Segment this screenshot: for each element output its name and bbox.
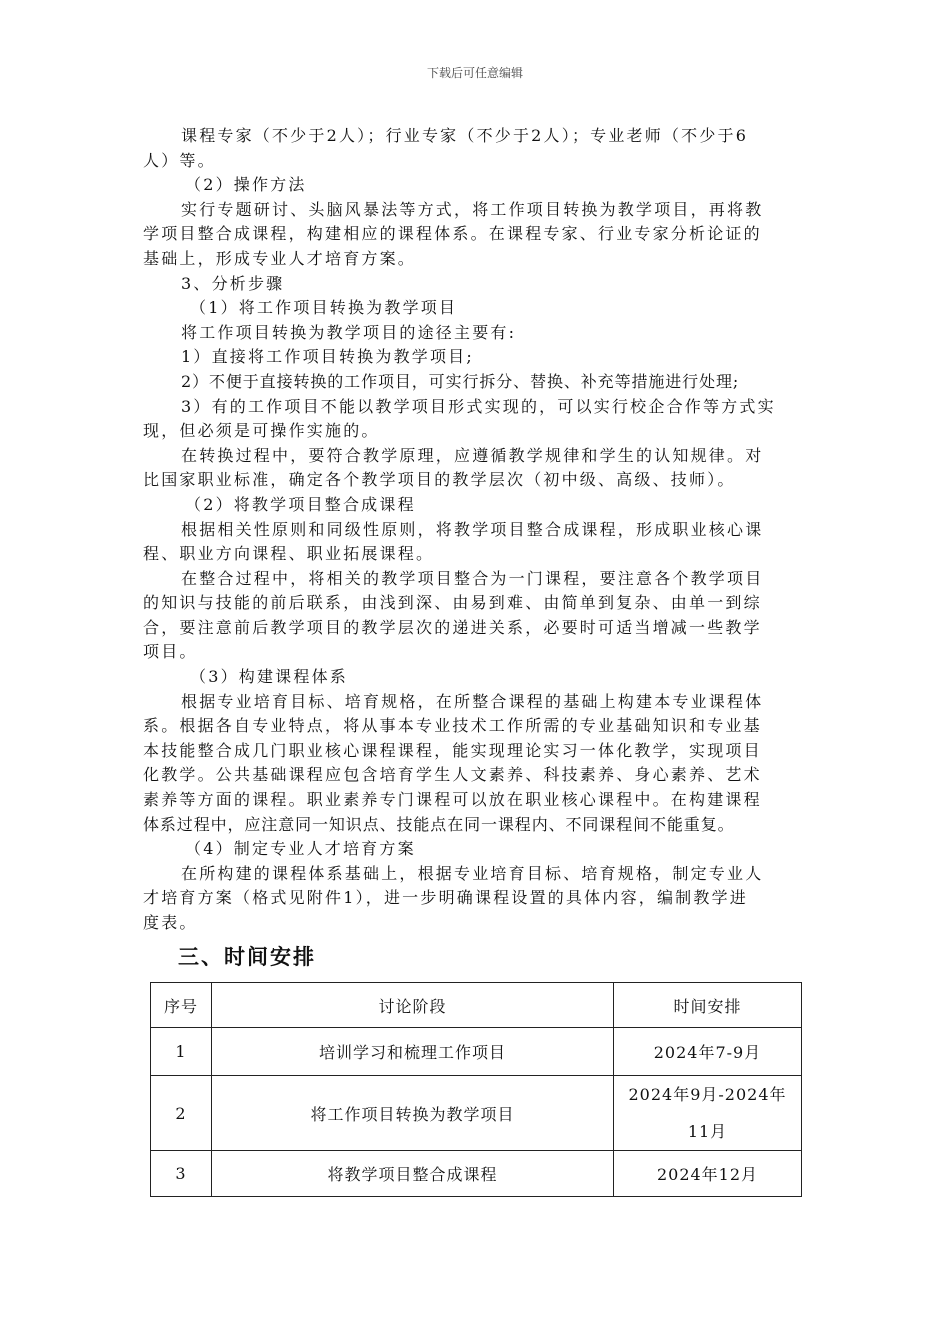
subheading: 3、分析步骤	[181, 273, 285, 293]
list-item: 2）不便于直接转换的工作项目，可实行拆分、替换、补充等措施进行处理;	[181, 371, 740, 391]
paragraph-line: 化教学。公共基础课程应包含培育学生人文素养、科技素养、身心素养、艺术	[143, 765, 762, 785]
time-cell: 2024年9月-2024年11月	[614, 1076, 802, 1151]
row-number-cell: 1	[151, 1028, 212, 1076]
paragraph-line: 在转换过程中，要符合教学原理，应遵循教学规律和学生的认知规律。对	[181, 445, 764, 465]
subheading: （4）制定专业人才培育方案	[185, 839, 416, 859]
paragraph-line: 将工作项目转换为教学项目的途径主要有:	[181, 322, 517, 342]
time-cell: 2024年7-9月	[614, 1028, 802, 1076]
paragraph-line: 根据专业培育目标、培育规格，在所整合课程的基础上构建本专业课程体	[181, 691, 764, 711]
subheading: （3）构建课程体系	[190, 667, 348, 687]
header-cell: 讨论阶段	[212, 983, 614, 1028]
list-item: 3）有的工作项目不能以教学项目形式实现的，可以实行校企合作等方式实	[181, 396, 776, 416]
paragraph-line: 课程专家（不少于2人）；行业专家（不少于2人）；专业老师（不少于6	[181, 126, 749, 145]
paragraph-line: 基础上，形成专业人才培育方案。	[143, 248, 417, 268]
table-header-row	[151, 983, 802, 1028]
paragraph-line: 才培育方案（格式见附件1），进一步明确课程设置的具体内容，编制教学进	[143, 888, 748, 908]
paragraph-line: 合，要注意前后教学项目的教学层次的递进关系，必要时可适当增减一些教学	[143, 617, 762, 637]
time-cell: 2024年12月	[614, 1151, 802, 1197]
section-title: 三、时间安排	[178, 944, 316, 969]
paragraph-line: 的知识与技能的前后联系，由浅到深、由易到难、由简单到复杂、由单一到综	[143, 593, 762, 613]
row-number-cell: 3	[151, 1151, 212, 1197]
page-header: 下载后可任意编辑	[426, 66, 523, 80]
paragraph-line: 素养等方面的课程。职业素养专门课程可以放在职业核心课程中。在构建课程	[143, 790, 762, 810]
paragraph-line: 现，但必须是可操作实施的。	[143, 421, 380, 441]
table-row	[151, 1028, 802, 1076]
subheading: （1）将工作项目转换为教学项目	[190, 298, 458, 318]
paragraph-line: 实行专题研讨、头脑风暴法等方式，将工作项目转换为教学项目，再将教	[181, 199, 764, 219]
paragraph-line: 项目。	[143, 642, 198, 662]
paragraph-line: 本技能整合成几门职业核心课程课程，能实现理论实习一体化教学，实现项目	[143, 740, 762, 760]
stage-cell: 将工作项目转换为教学项目	[212, 1076, 614, 1151]
paragraph-line: 程、职业方向课程、职业拓展课程。	[143, 544, 435, 564]
schedule-table	[150, 982, 802, 1197]
paragraph-line: 根据相关性原则和同级性原则，将教学项目整合成课程，形成职业核心课	[181, 519, 764, 539]
document-body	[143, 124, 807, 972]
stage-cell: 将教学项目整合成课程	[212, 1151, 614, 1197]
subheading: （2）将教学项目整合成课程	[185, 494, 416, 514]
header-cell: 序号	[151, 983, 212, 1028]
paragraph-line: 在所构建的课程体系基础上，根据专业培育目标、培育规格，制定专业人	[181, 863, 764, 883]
header-cell: 时间安排	[614, 983, 802, 1028]
paragraph-line: 人）等。	[143, 150, 216, 170]
paragraph-line: 学项目整合成课程，构建相应的课程体系。在课程专家、行业专家分析论证的	[143, 224, 762, 244]
table-row	[151, 1076, 802, 1151]
paragraph-line: 度表。	[143, 913, 198, 932]
list-item: 1）直接将工作项目转换为教学项目;	[181, 347, 474, 367]
row-number-cell: 2	[151, 1076, 212, 1151]
paragraph-line: 在整合过程中，将相关的教学项目整合为一门课程，要注意各个教学项目	[181, 568, 764, 588]
paragraph-line: 比国家职业标准，确定各个教学项目的教学层次（初中级、高级、技师）。	[143, 470, 736, 490]
subheading: （2）操作方法	[185, 175, 307, 195]
paragraph-line: 系。根据各自专业特点，将从事本专业技术工作所需的专业基础知识和专业基	[143, 716, 762, 736]
table-row	[151, 1151, 802, 1197]
paragraph-line: 体系过程中，应注意同一知识点、技能点在同一课程内、不同课程间不能重复。	[143, 814, 735, 834]
stage-cell: 培训学习和梳理工作项目	[212, 1028, 614, 1076]
